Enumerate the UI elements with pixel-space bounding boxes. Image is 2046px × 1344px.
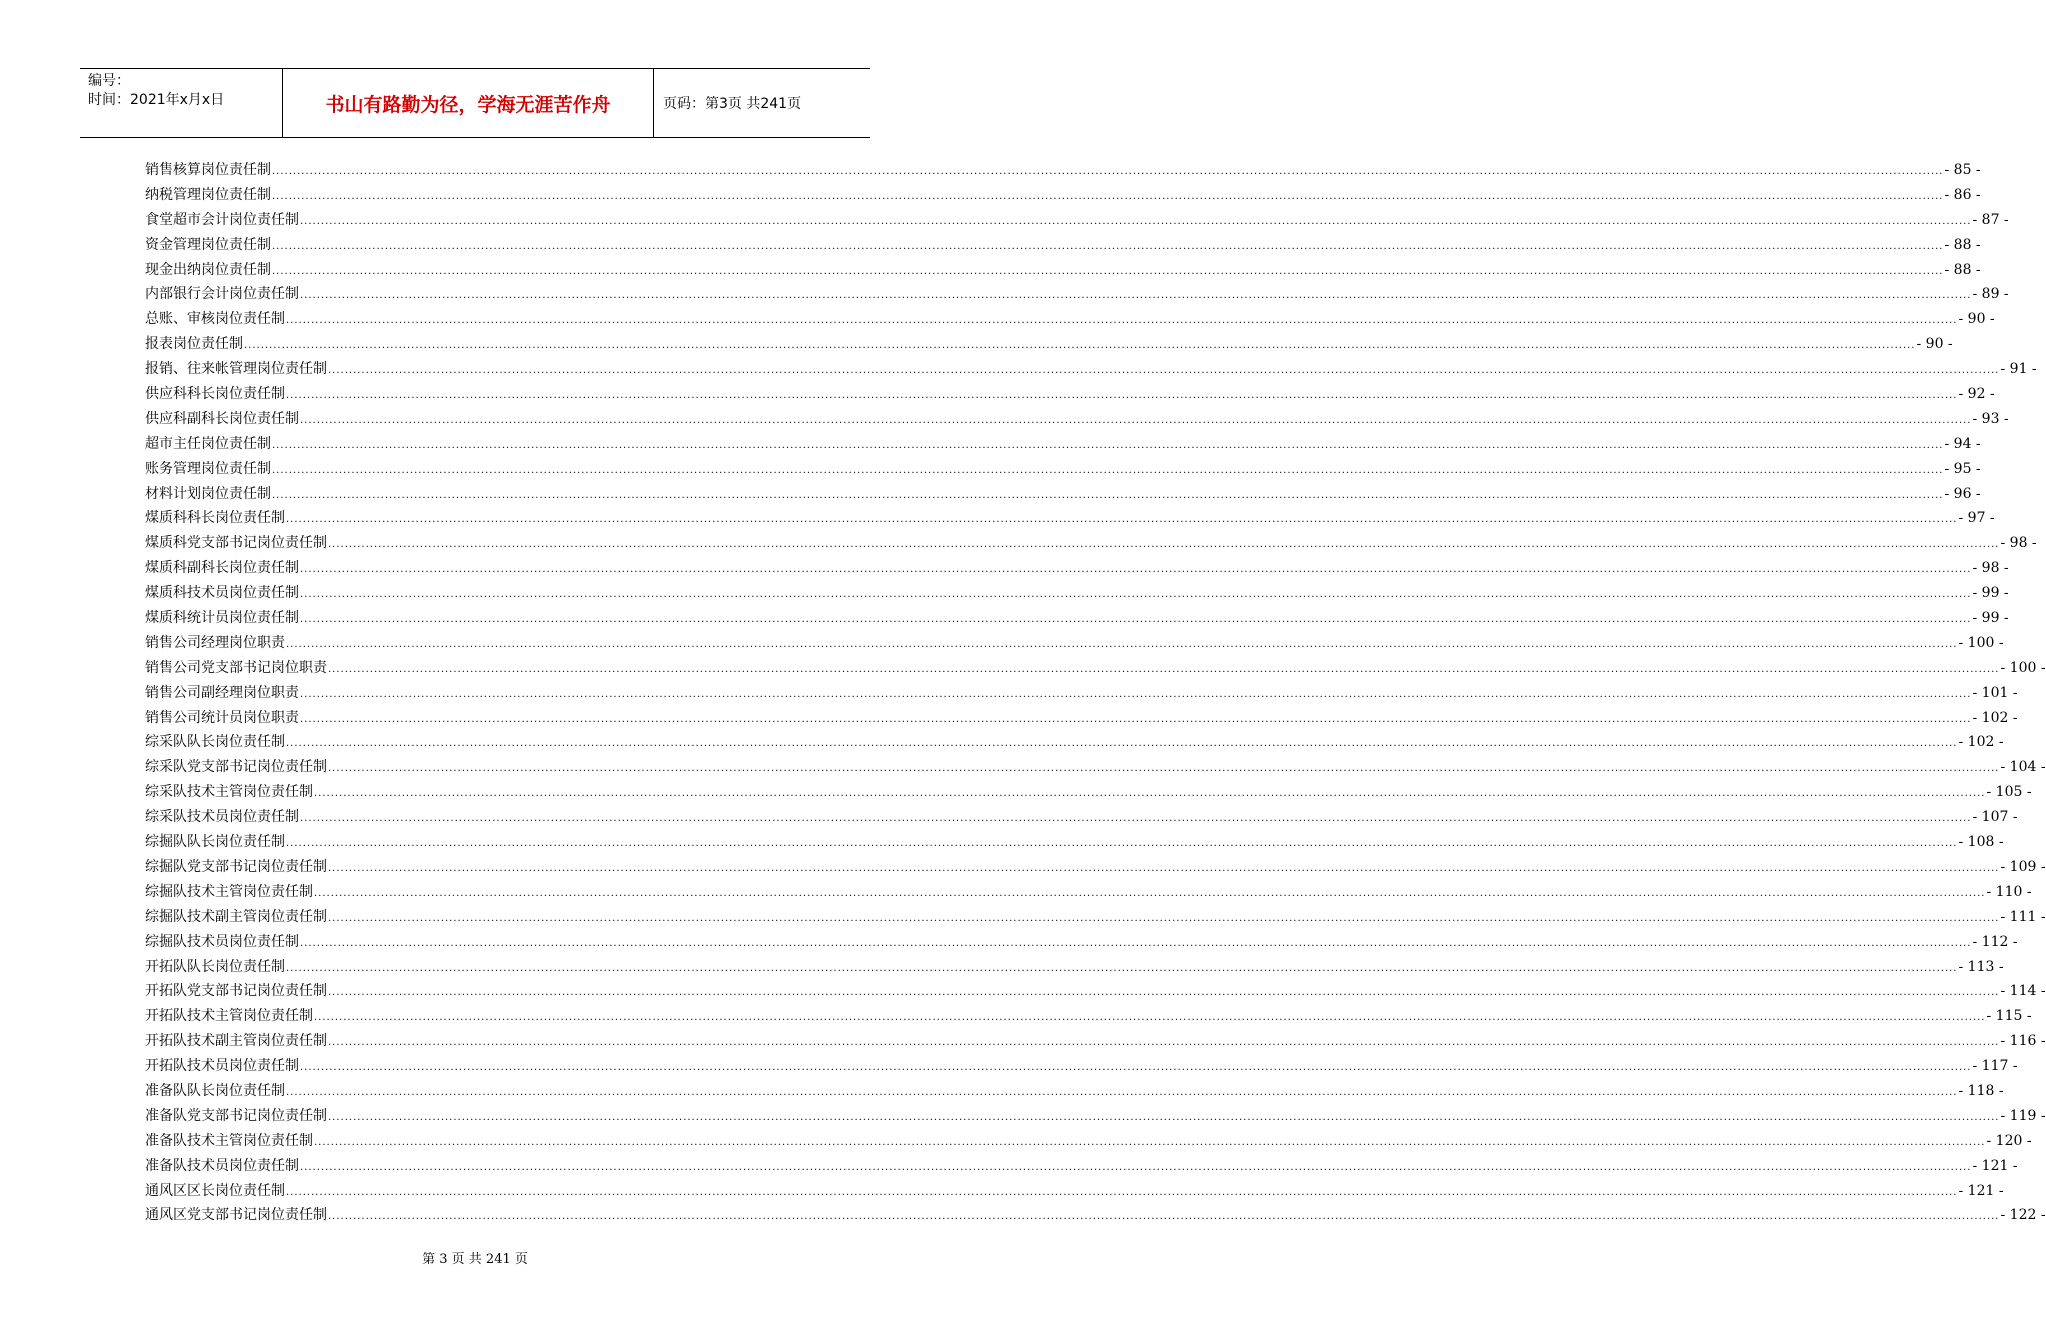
toc-entry[interactable] (145, 905, 2046, 930)
toc-entry-title: 供应科副科长岗位责任制 (145, 410, 299, 427)
toc-entry-page: - 122 - (2000, 1207, 2046, 1224)
header-left-cell (80, 69, 282, 137)
toc-entry[interactable] (145, 382, 1995, 407)
toc-dot-leader: ................................................................................................................................................................................................................................................................................................................................................................................................................ (244, 340, 1916, 352)
toc-entry[interactable] (145, 432, 1981, 457)
toc-entry-title: 开拓队技术员岗位责任制 (145, 1058, 299, 1075)
toc-entry-page: - 110 - (1986, 883, 2032, 900)
toc-entry-page: - 120 - (1986, 1132, 2032, 1149)
toc-entry-page: - 121 - (1972, 1157, 2018, 1174)
toc-entry[interactable] (145, 880, 2032, 905)
toc-dot-leader: ................................................................................................................................................................................................................................................................................................................................................................................................................ (300, 713, 1972, 725)
toc-entry-title: 通风区区长岗位责任制 (145, 1182, 285, 1199)
toc-dot-leader: ................................................................................................................................................................................................................................................................................................................................................................................................................ (286, 390, 1958, 402)
time-label: 时间：2021年x月x日 (88, 92, 225, 108)
toc-entry[interactable] (145, 581, 2009, 606)
toc-entry-page: - 104 - (2000, 759, 2046, 776)
toc-dot-leader: ................................................................................................................................................................................................................................................................................................................................................................................................................ (328, 763, 2000, 775)
toc-entry-page: - 86 - (1944, 186, 1981, 203)
toc-dot-leader: ................................................................................................................................................................................................................................................................................................................................................................................................................ (286, 514, 1958, 526)
toc-entry-title: 开拓队队长岗位责任制 (145, 958, 285, 975)
toc-entry-title: 综掘队技术副主管岗位责任制 (145, 908, 327, 925)
toc-entry[interactable] (145, 631, 2004, 656)
footer-page-number: 第 3 页 共 241 页 (422, 1252, 528, 1267)
toc-entry-page: - 101 - (1972, 684, 2018, 701)
toc-entry-title: 准备队技术员岗位责任制 (145, 1157, 299, 1174)
toc-entry-title: 综采队技术主管岗位责任制 (145, 784, 313, 801)
page-info-text: 页码：第3页 共241页 (663, 96, 802, 112)
toc-entry[interactable] (145, 805, 2018, 830)
toc-entry[interactable] (145, 407, 2009, 432)
toc-dot-leader: ................................................................................................................................................................................................................................................................................................................................................................................................................ (314, 887, 1986, 899)
toc-entry-title: 超市主任岗位责任制 (145, 435, 271, 452)
toc-entry-title: 销售公司副经理岗位职责 (145, 684, 299, 701)
toc-entry[interactable] (145, 531, 2037, 556)
toc-entry-page: - 96 - (1944, 485, 1981, 502)
toc-dot-leader: ................................................................................................................................................................................................................................................................................................................................................................................................................ (328, 539, 2000, 551)
toc-entry[interactable] (145, 233, 1981, 258)
toc-entry-title: 报销、往来帐管理岗位责任制 (145, 361, 327, 378)
toc-entry-title: 综掘队技术主管岗位责任制 (145, 883, 313, 900)
toc-entry-page: - 119 - (2000, 1107, 2046, 1124)
toc-dot-leader: ................................................................................................................................................................................................................................................................................................................................................................................................................ (286, 1186, 1958, 1198)
page-header (80, 68, 870, 138)
toc-entry[interactable] (145, 183, 1981, 208)
toc-entry-page: - 92 - (1958, 386, 1995, 403)
toc-dot-leader: ................................................................................................................................................................................................................................................................................................................................................................................................................ (328, 912, 2000, 924)
toc-dot-leader: ................................................................................................................................................................................................................................................................................................................................................................................................................ (300, 614, 1972, 626)
toc-dot-leader: ................................................................................................................................................................................................................................................................................................................................................................................................................ (314, 1012, 1986, 1024)
toc-entry-title: 销售核算岗位责任制 (145, 162, 271, 178)
toc-entry[interactable] (145, 830, 2004, 855)
toc-entry-page: - 98 - (1972, 560, 2009, 577)
toc-entry[interactable] (145, 979, 2046, 1004)
toc-entry-page: - 105 - (1986, 784, 2032, 801)
toc-dot-leader: ................................................................................................................................................................................................................................................................................................................................................................................................................ (272, 166, 1944, 177)
toc-dot-leader: ................................................................................................................................................................................................................................................................................................................................................................................................................ (300, 589, 1972, 601)
toc-dot-leader: ................................................................................................................................................................................................................................................................................................................................................................................................................ (328, 365, 2000, 377)
toc-entry[interactable] (145, 307, 1995, 332)
toc-entry-page: - 108 - (1958, 834, 2004, 851)
toc-entry[interactable] (145, 332, 1953, 357)
toc-entry[interactable] (145, 482, 1981, 507)
toc-entry-page: - 109 - (2000, 858, 2046, 875)
toc-dot-leader: ................................................................................................................................................................................................................................................................................................................................................................................................................ (286, 315, 1958, 327)
toc-entry[interactable] (145, 1154, 2018, 1179)
toc-entry-title: 销售公司党支部书记岗位职责 (145, 659, 327, 676)
toc-dot-leader: ................................................................................................................................................................................................................................................................................................................................................................................................................ (286, 962, 1958, 974)
toc-entry-page: - 94 - (1944, 435, 1981, 452)
toc-entry-title: 账务管理岗位责任制 (145, 460, 271, 477)
toc-entry-title: 开拓队党支部书记岗位责任制 (145, 983, 327, 1000)
toc-entry-title: 综掘队党支部书记岗位责任制 (145, 858, 327, 875)
toc-dot-leader: ................................................................................................................................................................................................................................................................................................................................................................................................................ (272, 464, 1944, 476)
toc-entry-title: 煤质科副科长岗位责任制 (145, 560, 299, 577)
toc-entry-title: 综采队技术员岗位责任制 (145, 809, 299, 826)
toc-entry-title: 现金出纳岗位责任制 (145, 261, 271, 278)
toc-entry-title: 供应科科长岗位责任制 (145, 386, 285, 403)
toc-entry-page: - 100 - (1958, 634, 2004, 651)
toc-dot-leader: ................................................................................................................................................................................................................................................................................................................................................................................................................ (300, 414, 1972, 426)
toc-entry-title: 煤质科统计员岗位责任制 (145, 610, 299, 627)
toc-entry-title: 煤质科技术员岗位责任制 (145, 585, 299, 602)
toc-entry-title: 销售公司统计员岗位职责 (145, 709, 299, 726)
toc-entry-page: - 99 - (1972, 610, 2009, 627)
toc-dot-leader: ................................................................................................................................................................................................................................................................................................................................................................................................................ (314, 788, 1986, 800)
toc-entry-page: - 85 - (1944, 162, 1981, 178)
toc-entry[interactable] (145, 855, 2046, 880)
number-label: 编号： (88, 73, 130, 89)
toc-entry[interactable] (145, 556, 2009, 581)
toc-entry-title: 总账、审核岗位责任制 (145, 311, 285, 328)
toc-entry-page: - 93 - (1972, 410, 2009, 427)
toc-entry-title: 煤质科党支部书记岗位责任制 (145, 535, 327, 552)
toc-entry[interactable] (145, 1129, 2032, 1154)
toc-dot-leader: ................................................................................................................................................................................................................................................................................................................................................................................................................ (300, 1062, 1972, 1074)
toc-dot-leader: ................................................................................................................................................................................................................................................................................................................................................................................................................ (300, 290, 1972, 302)
toc-entry-page: - 118 - (1958, 1082, 2004, 1099)
toc-entry[interactable] (145, 606, 2009, 631)
toc-entry[interactable] (145, 457, 1981, 482)
toc-entry-page: - 121 - (1958, 1182, 2004, 1199)
toc-dot-leader: ................................................................................................................................................................................................................................................................................................................................................................................................................ (286, 838, 1958, 850)
toc-dot-leader: ................................................................................................................................................................................................................................................................................................................................................................................................................ (286, 638, 1958, 650)
toc-entry-title: 准备队技术主管岗位责任制 (145, 1132, 313, 1149)
toc-entry-page: - 111 - (2000, 908, 2046, 925)
page-info-cell (654, 69, 870, 137)
toc-dot-leader: ................................................................................................................................................................................................................................................................................................................................................................................................................ (300, 937, 1972, 949)
toc-entry-page: - 102 - (1972, 709, 2018, 726)
toc-entry-page: - 112 - (1972, 933, 2018, 950)
toc-entry-page: - 88 - (1944, 236, 1981, 253)
toc-entry[interactable] (145, 1004, 2032, 1029)
toc-dot-leader: ................................................................................................................................................................................................................................................................................................................................................................................................................ (272, 240, 1944, 252)
toc-entry-page: - 97 - (1958, 510, 1995, 527)
toc-dot-leader: ................................................................................................................................................................................................................................................................................................................................................................................................................ (300, 564, 1972, 576)
toc-dot-leader: ................................................................................................................................................................................................................................................................................................................................................................................................................ (272, 265, 1944, 277)
toc-entry-title: 综掘队技术员岗位责任制 (145, 933, 299, 950)
motto-cell (282, 69, 654, 137)
toc-entry-title: 开拓队技术主管岗位责任制 (145, 1008, 313, 1025)
toc-entry[interactable] (145, 357, 2037, 382)
toc-entry-page: - 114 - (2000, 983, 2046, 1000)
table-of-contents (145, 158, 2046, 1228)
toc-entry-page: - 102 - (1958, 734, 2004, 751)
toc-entry[interactable] (145, 208, 2009, 233)
toc-entry[interactable] (145, 1179, 2004, 1204)
toc-entry[interactable] (145, 930, 2018, 955)
toc-entry[interactable] (145, 706, 2018, 731)
toc-dot-leader: ................................................................................................................................................................................................................................................................................................................................................................................................................ (286, 738, 1958, 750)
toc-entry-title: 准备队队长岗位责任制 (145, 1082, 285, 1099)
toc-dot-leader: ................................................................................................................................................................................................................................................................................................................................................................................................................ (272, 439, 1944, 451)
toc-entry-title: 材料计划岗位责任制 (145, 485, 271, 502)
toc-dot-leader: ................................................................................................................................................................................................................................................................................................................................................................................................................ (300, 215, 1972, 227)
toc-dot-leader: ................................................................................................................................................................................................................................................................................................................................................................................................................ (314, 1136, 1986, 1148)
toc-entry-page: - 116 - (2000, 1033, 2046, 1050)
toc-entry[interactable] (145, 158, 1981, 183)
toc-entry-title: 通风区党支部书记岗位责任制 (145, 1207, 327, 1224)
toc-entry-page: - 117 - (1972, 1058, 2018, 1075)
toc-entry-page: - 99 - (1972, 585, 2009, 602)
toc-entry[interactable] (145, 1104, 2046, 1129)
toc-entry-title: 综掘队队长岗位责任制 (145, 834, 285, 851)
toc-dot-leader: ................................................................................................................................................................................................................................................................................................................................................................................................................ (300, 813, 1972, 825)
toc-entry-title: 食堂超市会计岗位责任制 (145, 211, 299, 228)
page-footer (0, 1248, 950, 1267)
motto-text: 书山有路勤为径，学海无涯苦作舟 (325, 93, 611, 116)
toc-entry[interactable] (145, 506, 1995, 531)
toc-entry-page: - 107 - (1972, 809, 2018, 826)
toc-entry-title: 销售公司经理岗位职责 (145, 634, 285, 651)
toc-entry[interactable] (145, 755, 2046, 780)
toc-entry-page: - 90 - (1916, 336, 1953, 353)
toc-entry[interactable] (145, 1029, 2046, 1054)
toc-entry[interactable] (145, 730, 2004, 755)
toc-entry-title: 准备队党支部书记岗位责任制 (145, 1107, 327, 1124)
toc-entry-title: 内部银行会计岗位责任制 (145, 286, 299, 303)
toc-entry-page: - 98 - (2000, 535, 2037, 552)
toc-entry[interactable] (145, 282, 2009, 307)
toc-entry-title: 煤质科科长岗位责任制 (145, 510, 285, 527)
toc-dot-leader: ................................................................................................................................................................................................................................................................................................................................................................................................................ (300, 1161, 1972, 1173)
toc-dot-leader: ................................................................................................................................................................................................................................................................................................................................................................................................................ (328, 1211, 2000, 1223)
toc-entry-page: - 91 - (2000, 361, 2037, 378)
toc-dot-leader: ................................................................................................................................................................................................................................................................................................................................................................................................................ (328, 663, 2000, 675)
toc-entry-title: 报表岗位责任制 (145, 336, 243, 353)
toc-entry-page: - 88 - (1944, 261, 1981, 278)
toc-entry[interactable] (145, 780, 2032, 805)
toc-entry-page: - 100 - (2000, 659, 2046, 676)
toc-dot-leader: ................................................................................................................................................................................................................................................................................................................................................................................................................ (328, 1111, 2000, 1123)
toc-dot-leader: ................................................................................................................................................................................................................................................................................................................................................................................................................ (272, 489, 1944, 501)
toc-entry-page: - 113 - (1958, 958, 2004, 975)
toc-entry-page: - 95 - (1944, 460, 1981, 477)
toc-entry-title: 纳税管理岗位责任制 (145, 186, 271, 203)
toc-entry-page: - 115 - (1986, 1008, 2032, 1025)
toc-dot-leader: ................................................................................................................................................................................................................................................................................................................................................................................................................ (328, 1037, 2000, 1049)
toc-entry-page: - 89 - (1972, 286, 2009, 303)
toc-entry[interactable] (145, 656, 2046, 681)
toc-dot-leader: ................................................................................................................................................................................................................................................................................................................................................................................................................ (272, 190, 1944, 202)
toc-entry-title: 资金管理岗位责任制 (145, 236, 271, 253)
toc-entry-page: - 87 - (1972, 211, 2009, 228)
toc-dot-leader: ................................................................................................................................................................................................................................................................................................................................................................................................................ (328, 987, 2000, 999)
toc-entry[interactable] (145, 1203, 2046, 1228)
toc-entry-page: - 90 - (1958, 311, 1995, 328)
toc-entry-title: 综采队党支部书记岗位责任制 (145, 759, 327, 776)
toc-entry[interactable] (145, 955, 2004, 980)
toc-entry[interactable] (145, 258, 1981, 283)
toc-entry[interactable] (145, 1079, 2004, 1104)
toc-entry-title: 开拓队技术副主管岗位责任制 (145, 1033, 327, 1050)
toc-dot-leader: ................................................................................................................................................................................................................................................................................................................................................................................................................ (328, 862, 2000, 874)
toc-entry[interactable] (145, 1054, 2018, 1079)
toc-dot-leader: ................................................................................................................................................................................................................................................................................................................................................................................................................ (300, 688, 1972, 700)
toc-dot-leader: ................................................................................................................................................................................................................................................................................................................................................................................................................ (286, 1086, 1958, 1098)
toc-entry-title: 综采队队长岗位责任制 (145, 734, 285, 751)
toc-entry[interactable] (145, 681, 2018, 706)
